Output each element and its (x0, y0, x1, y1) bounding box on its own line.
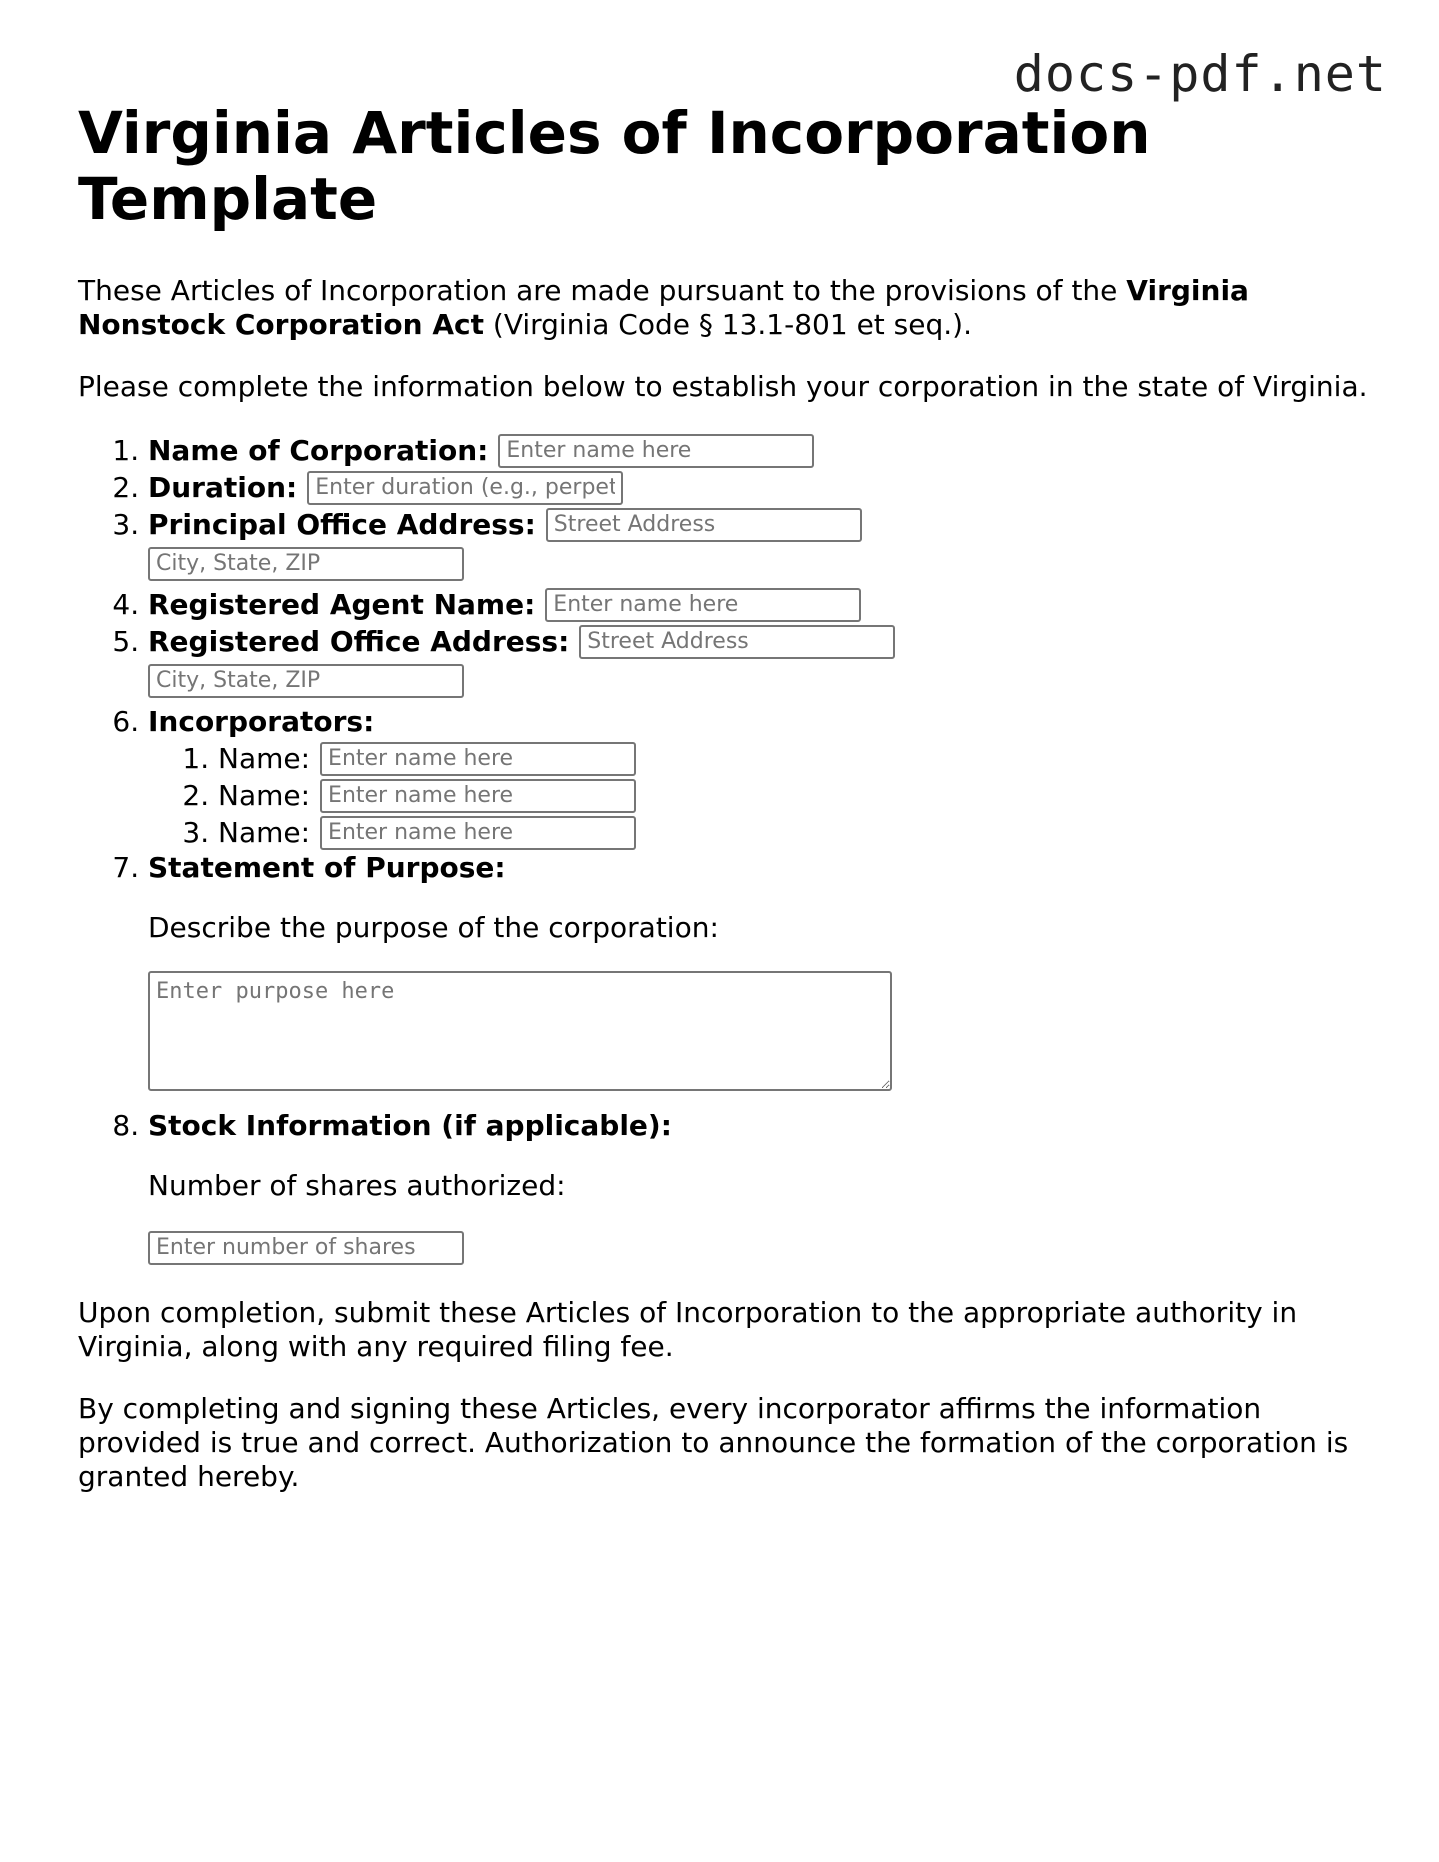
article-principal-office (148, 506, 1368, 582)
intro-suffix: (Virginia Code § 13.1-801 et seq.). (484, 308, 972, 341)
principal-city-input[interactable] (148, 547, 464, 581)
principal-street-input[interactable] (546, 508, 862, 542)
intro-paragraph (78, 274, 1368, 342)
shares-input[interactable] (148, 1231, 464, 1265)
incorporator-3-input[interactable] (320, 816, 636, 850)
article-duration (148, 469, 1368, 506)
purpose-description: Describe the purpose of the corporation: (148, 911, 719, 944)
incorporator-item (218, 777, 1368, 814)
incorporator-1-input[interactable] (320, 742, 636, 776)
article-purpose (148, 851, 1368, 1099)
articles-list (78, 432, 1368, 1266)
watermark: docs-pdf.net (1013, 45, 1387, 103)
affirm-paragraph: By completing and signing these Articles, every incorporator affirms the information provided is true and correct. Authorization to announce the formation of the corporation is granted hereby. (78, 1392, 1349, 1493)
incorporator-name-label: 1. Name: (218, 741, 311, 775)
incorporator-name-label: 3. Name: (218, 815, 311, 849)
registered-office-street-input[interactable] (579, 625, 895, 659)
page-title: Virginia Articles of Incorporation Template (78, 99, 1151, 233)
document-page (78, 100, 1368, 1522)
registered-office-label: 5. Registered Office Address: (148, 624, 570, 658)
article-registered-office (148, 623, 1368, 699)
incorporator-name-label: 2. Name: (218, 778, 311, 812)
incorporator-item (218, 814, 1368, 851)
purpose-label: 7. Statement of Purpose: (148, 851, 506, 884)
registered-agent-label: 4. Registered Agent Name: (148, 587, 536, 621)
purpose-textarea[interactable] (148, 971, 892, 1091)
incorporators-label: 6. Incorporators: (148, 704, 375, 738)
registered-agent-input[interactable] (545, 588, 861, 622)
registered-office-city-input[interactable] (148, 664, 464, 698)
article-registered-agent (148, 586, 1368, 623)
submit-paragraph: Upon completion, submit these Articles of Incorporation to the appropriate authority in Virginia, along with any required filing fee. (78, 1296, 1298, 1363)
intro-prefix: These Articles of Incorporation are made pursuant to the provisions of the (78, 274, 1127, 307)
incorporators-list (148, 740, 1368, 851)
article-incorporators (148, 703, 1368, 851)
duration-label: 2. Duration: (148, 470, 298, 504)
principal-office-label: 3. Principal Office Address: (148, 507, 536, 541)
corporation-name-input[interactable] (498, 434, 814, 468)
instructions-paragraph: Please complete the information below to establish your corporation in the state of Virginia. (78, 370, 1368, 403)
stock-description: Number of shares authorized: (148, 1169, 566, 1202)
incorporator-2-input[interactable] (320, 779, 636, 813)
duration-input[interactable] (307, 471, 623, 505)
stock-label: 8. Stock Information (if applicable): (148, 1109, 672, 1142)
article-name (148, 432, 1368, 469)
corporation-name-label: 1. Name of Corporation: (148, 433, 489, 467)
incorporator-item (218, 740, 1368, 777)
article-stock (148, 1109, 1368, 1266)
act-name: Virginia Nonstock Corporation Act (78, 274, 1249, 341)
